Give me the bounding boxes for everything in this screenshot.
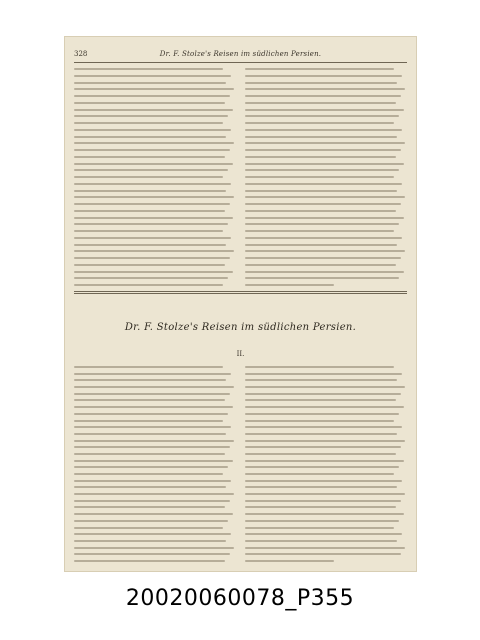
text-line — [245, 230, 394, 232]
text-line — [74, 237, 231, 239]
text-line — [245, 420, 394, 422]
text-line — [74, 142, 234, 144]
section-divider — [74, 291, 407, 292]
text-line — [245, 426, 402, 428]
text-line — [74, 82, 226, 84]
text-line — [74, 486, 226, 488]
running-head: Dr. F. Stolze's Reisen im südlichen Persien. — [159, 50, 322, 58]
text-line — [74, 136, 226, 138]
text-line — [245, 466, 399, 468]
text-line — [74, 176, 223, 178]
text-line — [245, 244, 397, 246]
text-line — [74, 413, 228, 415]
text-line — [74, 560, 225, 562]
text-line — [74, 244, 226, 246]
text-column-bottom-right — [245, 366, 407, 562]
text-line — [245, 413, 399, 415]
text-line — [245, 486, 397, 488]
text-line — [74, 102, 225, 104]
text-line — [245, 386, 405, 388]
text-line — [245, 399, 396, 401]
text-line — [245, 547, 405, 549]
page-number: 328 — [74, 50, 88, 58]
text-line — [245, 203, 401, 205]
text-line — [245, 473, 394, 475]
text-line — [74, 223, 228, 225]
text-line — [74, 527, 223, 529]
text-line — [245, 196, 405, 198]
text-line — [74, 513, 233, 515]
text-line — [245, 68, 394, 70]
text-line — [245, 560, 334, 562]
text-line — [74, 553, 230, 555]
text-line — [74, 115, 228, 117]
text-line — [74, 75, 231, 77]
text-line — [245, 129, 402, 131]
text-line — [74, 190, 226, 192]
text-line — [245, 277, 399, 279]
text-line — [245, 217, 404, 219]
text-line — [74, 109, 233, 111]
text-line — [245, 264, 396, 266]
text-line — [245, 366, 394, 368]
text-line — [245, 533, 402, 535]
text-line — [245, 493, 405, 495]
text-line — [245, 190, 397, 192]
text-line — [245, 95, 401, 97]
text-line — [245, 82, 397, 84]
text-line — [245, 183, 402, 185]
text-line — [245, 115, 399, 117]
text-line — [74, 420, 223, 422]
text-line — [245, 553, 401, 555]
text-line — [245, 169, 399, 171]
text-line — [245, 75, 402, 77]
text-line — [74, 500, 230, 502]
text-line — [245, 440, 405, 442]
text-line — [74, 520, 228, 522]
text-line — [74, 493, 234, 495]
text-line — [74, 446, 230, 448]
text-line — [245, 480, 402, 482]
text-line — [74, 217, 233, 219]
text-line — [245, 284, 334, 286]
text-line — [74, 547, 234, 549]
text-line — [245, 379, 397, 381]
text-line — [74, 506, 225, 508]
text-line — [245, 271, 404, 273]
text-line — [245, 102, 396, 104]
text-line — [245, 250, 405, 252]
text-line — [74, 433, 226, 435]
text-line — [74, 129, 231, 131]
text-line — [245, 176, 394, 178]
text-line — [74, 453, 225, 455]
text-line — [74, 540, 226, 542]
text-line — [245, 500, 401, 502]
text-line — [245, 122, 394, 124]
text-line — [245, 460, 404, 462]
section-divider-double — [74, 293, 407, 294]
text-line — [245, 88, 405, 90]
text-line — [245, 136, 397, 138]
text-line — [245, 540, 397, 542]
text-line — [74, 399, 225, 401]
text-line — [74, 366, 223, 368]
text-line — [74, 284, 223, 286]
text-line — [74, 210, 225, 212]
text-line — [74, 440, 234, 442]
text-line — [74, 163, 233, 165]
text-line — [245, 453, 396, 455]
text-line — [245, 513, 404, 515]
text-line — [74, 466, 228, 468]
scanned-page — [64, 36, 417, 572]
text-line — [74, 264, 225, 266]
text-line — [74, 480, 231, 482]
text-line — [245, 163, 404, 165]
section-number: II. — [236, 350, 245, 358]
text-line — [74, 271, 233, 273]
text-line — [74, 393, 230, 395]
text-line — [74, 460, 233, 462]
text-line — [74, 250, 234, 252]
text-line — [74, 230, 223, 232]
text-line — [245, 373, 402, 375]
text-line — [74, 426, 231, 428]
archive-caption: 20020060078_P355 — [125, 586, 355, 611]
text-line — [74, 183, 231, 185]
text-line — [245, 109, 404, 111]
header-rule — [74, 62, 407, 63]
text-line — [245, 433, 397, 435]
text-line — [245, 506, 396, 508]
text-column-top-right — [245, 68, 407, 286]
text-line — [245, 156, 396, 158]
text-line — [74, 203, 230, 205]
text-line — [74, 122, 223, 124]
text-line — [245, 237, 402, 239]
text-line — [74, 169, 228, 171]
text-line — [74, 68, 223, 70]
text-line — [74, 88, 234, 90]
text-line — [245, 142, 405, 144]
text-line — [74, 379, 226, 381]
text-line — [245, 446, 401, 448]
text-line — [74, 473, 223, 475]
text-line — [74, 533, 231, 535]
text-line — [245, 406, 404, 408]
section-title: Dr. F. Stolze's Reisen im südlichen Persien. — [124, 322, 357, 333]
text-line — [245, 149, 401, 151]
text-line — [74, 373, 231, 375]
page-header — [74, 48, 407, 60]
text-line — [74, 149, 230, 151]
text-line — [74, 406, 233, 408]
text-line — [74, 257, 230, 259]
text-line — [74, 156, 225, 158]
text-line — [74, 386, 234, 388]
text-line — [245, 223, 399, 225]
text-line — [245, 527, 394, 529]
text-line — [74, 196, 234, 198]
text-column-top-left — [74, 68, 236, 286]
text-line — [74, 277, 228, 279]
text-line — [74, 95, 230, 97]
text-line — [245, 393, 401, 395]
text-line — [245, 520, 399, 522]
text-line — [245, 210, 396, 212]
text-column-bottom-left — [74, 366, 236, 562]
text-line — [245, 257, 401, 259]
